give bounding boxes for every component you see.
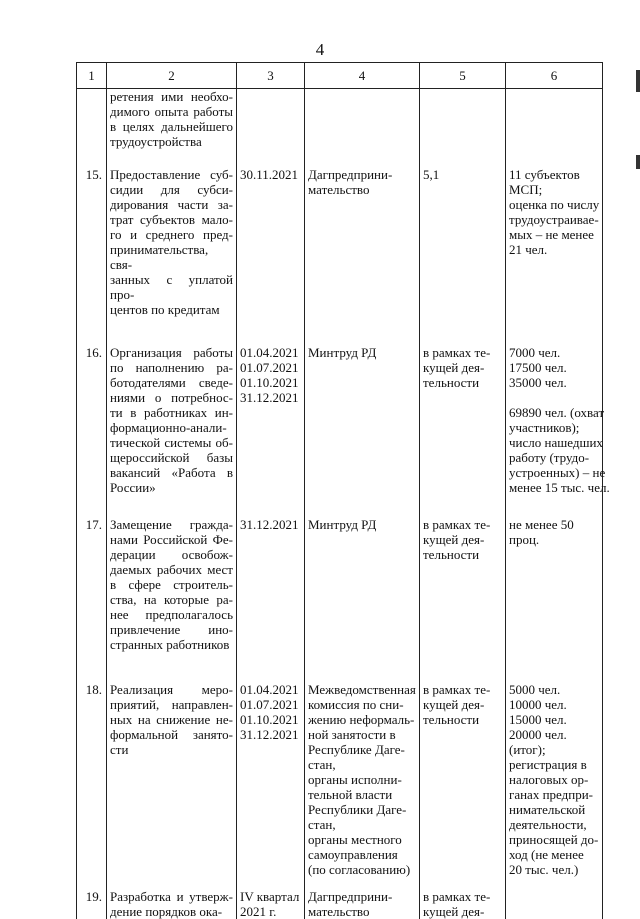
text-line: самоуправления: [308, 847, 398, 862]
text-line: занных с уплатой про-: [110, 272, 233, 302]
plan-table: [76, 62, 610, 919]
text-line: тельности: [423, 375, 480, 390]
text-line: в целях дальнейшего: [110, 119, 233, 134]
text-line: ти в работниках ин-: [110, 405, 233, 420]
text-line: в рамках те-: [423, 889, 491, 904]
text-line: 5,1: [423, 167, 440, 182]
text-line: трудоустройства: [110, 134, 202, 149]
measure-name: [107, 167, 237, 317]
result: [506, 345, 610, 495]
text-line: привлечение ино-: [110, 622, 233, 637]
text-line: мых – не менее: [509, 227, 594, 242]
text-line: 2021 г.: [240, 904, 277, 919]
text-line: Разработка и утверж-: [110, 889, 233, 904]
funding: [420, 345, 506, 495]
executor: [305, 517, 420, 652]
result: [506, 517, 603, 652]
text-line: 17500 чел.: [509, 360, 567, 375]
text-line: 01.10.2021: [240, 712, 299, 727]
measure-name: [107, 345, 237, 495]
row-number: 15.: [77, 167, 107, 317]
text-line: Республики Даге-: [308, 802, 407, 817]
text-line: органы исполни-: [308, 772, 402, 787]
scan-edge-mark: [636, 155, 640, 169]
text-line: кущей дея-: [423, 904, 485, 919]
text-line: 31.12.2021: [240, 727, 299, 742]
header-col-6: 6: [506, 63, 603, 89]
text-line: налоговых ор-: [509, 772, 589, 787]
text-line: нее предполагалось: [110, 607, 233, 622]
row-number: 19.: [77, 889, 107, 919]
text-line: ных на снижение не-: [110, 712, 233, 727]
row-number: 16.: [77, 345, 107, 495]
text-line: жению неформаль-: [308, 712, 415, 727]
text-line: Организация работы: [110, 345, 233, 360]
text-line: 21 чел.: [509, 242, 548, 257]
deadline: [237, 345, 305, 495]
text-line: тической системы об-: [110, 435, 233, 450]
text-line: дение порядков ока-: [110, 904, 223, 919]
text-line: Дагпредприни-: [308, 889, 393, 904]
table-row: [77, 889, 603, 919]
header-col-4: 4: [305, 63, 420, 89]
text-line: стан,: [308, 757, 336, 772]
text-line: 01.07.2021: [240, 360, 299, 375]
text-line: Межведомственная: [308, 682, 416, 697]
executor: [305, 167, 420, 317]
continuation-row: [77, 89, 603, 150]
text-line: 11 субъектов: [509, 167, 580, 182]
text-line: участников);: [509, 420, 580, 435]
text-line: ной занятости в: [308, 727, 396, 742]
text-line: по наполнению ра-: [110, 360, 233, 375]
text-line: странных работников: [110, 637, 230, 652]
text-line: Реализация меро-: [110, 682, 233, 697]
text-line: оценка по числу: [509, 197, 600, 212]
text-line: ретения ими необхо-: [110, 89, 233, 104]
text-line: (итог);: [509, 742, 546, 757]
text-line: деятельности,: [509, 817, 587, 832]
funding: [420, 517, 506, 652]
result: [506, 682, 603, 877]
text-line: IV квартал: [240, 889, 300, 904]
row-spacer: [77, 652, 603, 682]
text-line: число нашедших: [509, 435, 603, 450]
table-row: [77, 517, 603, 652]
text-line: сидии для субси-: [110, 182, 233, 197]
text-line: приятий, направлен-: [110, 697, 233, 712]
text-line: менее 15 тыс. чел.: [509, 480, 610, 495]
text-line: 69890 чел. (охват: [509, 405, 605, 420]
text-line: кущей дея-: [423, 360, 485, 375]
funding: [420, 889, 506, 919]
text-line: Минтруд РД: [308, 517, 377, 532]
scan-edge-mark: [636, 70, 640, 92]
text-line: нимательской: [509, 802, 586, 817]
text-line: МСП;: [509, 182, 543, 197]
header-col-3: 3: [237, 63, 305, 89]
text-line: Замещение гражда-: [110, 517, 233, 532]
text-line: 30.11.2021: [240, 167, 299, 182]
text-line: 7000 чел.: [509, 345, 561, 360]
text-line: приносящей до-: [509, 832, 599, 847]
text-line: органы местного: [308, 832, 402, 847]
funding: [420, 167, 506, 317]
text-line: щероссийской базы: [110, 450, 233, 465]
text-line: Дагпредприни-: [308, 167, 393, 182]
result: [506, 167, 603, 317]
text-line: 20 тыс. чел.): [509, 862, 579, 877]
table-row: [77, 682, 603, 877]
text-line: го и среднего пред-: [110, 227, 233, 242]
text-line: нами Российской Фе-: [110, 532, 233, 547]
text-line: центов по кредитам: [110, 302, 220, 317]
text-line: в рамках те-: [423, 345, 491, 360]
row-spacer: [77, 495, 603, 517]
executor: [305, 889, 420, 919]
text-line: устроенных) – не: [509, 465, 606, 480]
text-line: тельности: [423, 712, 480, 727]
text-line: ниями о потребнос-: [110, 390, 233, 405]
measure-name: [107, 517, 237, 652]
text-line: принимательства, свя-: [110, 242, 209, 272]
text-line: тельной власти: [308, 787, 393, 802]
text-line: тельности: [423, 547, 480, 562]
text-line: (по согласованию): [308, 862, 411, 877]
text-line: дерации освобож-: [110, 547, 233, 562]
executor: [305, 345, 420, 495]
text-line: 01.04.2021: [240, 345, 299, 360]
text-line: мательство: [308, 904, 370, 919]
table-row: [77, 167, 603, 317]
text-line: Предоставление суб-: [110, 167, 233, 182]
text-line: стан,: [308, 817, 336, 832]
executor: [305, 682, 420, 877]
measure-name: [107, 889, 237, 919]
text-line: 01.07.2021: [240, 697, 299, 712]
text-line: России»: [110, 480, 156, 495]
text-line: 31.12.2021: [240, 390, 299, 405]
text-line: 15000 чел.: [509, 712, 567, 727]
text-line: регистрация в: [509, 757, 587, 772]
text-line: комиссия по сни-: [308, 697, 404, 712]
funding: [420, 682, 506, 877]
page-number: 4: [315, 40, 325, 59]
text-line: мательство: [308, 182, 370, 197]
text-line: ботодателями сведе-: [110, 375, 233, 390]
text-line: Республике Даге-: [308, 742, 405, 757]
text-line: 35000 чел.: [509, 375, 567, 390]
deadline: [237, 682, 305, 877]
text-line: трат субъектов мало-: [110, 212, 233, 227]
header-col-1: 1: [77, 63, 107, 89]
text-line: ства, на которые ра-: [110, 592, 233, 607]
table-header-row: [77, 63, 603, 89]
text-line: в рамках те-: [423, 682, 491, 697]
text-line: в сфере строитель-: [110, 577, 233, 592]
continuation-text: [107, 89, 237, 150]
text-line: трудоустраивае-: [509, 212, 599, 227]
result: [506, 889, 603, 919]
text-line: 31.12.2021: [240, 517, 299, 532]
text-line: кущей дея-: [423, 697, 485, 712]
text-line: 01.04.2021: [240, 682, 299, 697]
measure-name: [107, 682, 237, 877]
text-line: формальной занято-: [110, 727, 233, 742]
header-col-2: 2: [107, 63, 237, 89]
text-line: Минтруд РД: [308, 345, 377, 360]
text-line: даемых рабочих мест: [110, 562, 233, 577]
deadline: [237, 889, 305, 919]
table-row: [77, 345, 603, 495]
text-line: ганах предпри-: [509, 787, 593, 802]
text-line: не менее 50: [509, 517, 574, 532]
text-line: кущей дея-: [423, 532, 485, 547]
text-line: 10000 чел.: [509, 697, 567, 712]
row-spacer: [77, 877, 603, 889]
row-spacer: [77, 149, 603, 167]
row-spacer: [77, 317, 603, 345]
header-col-5: 5: [420, 63, 506, 89]
text-line: формационно-анали-: [110, 420, 227, 435]
text-line: [509, 390, 599, 405]
deadline: [237, 517, 305, 652]
text-line: проц.: [509, 532, 540, 547]
row-number: 18.: [77, 682, 107, 877]
text-line: дирования части за-: [110, 197, 233, 212]
text-line: вакансий «Работа в: [110, 465, 233, 480]
text-line: 5000 чел.: [509, 682, 561, 697]
text-line: в рамках те-: [423, 517, 491, 532]
text-line: димого опыта работы: [110, 104, 233, 119]
text-line: работу (трудо-: [509, 450, 590, 465]
text-line: сти: [110, 742, 129, 757]
text-line: 20000 чел.: [509, 727, 567, 742]
text-line: 01.10.2021: [240, 375, 299, 390]
text-line: ход (не менее: [509, 847, 584, 862]
deadline: [237, 167, 305, 317]
row-number: 17.: [77, 517, 107, 652]
